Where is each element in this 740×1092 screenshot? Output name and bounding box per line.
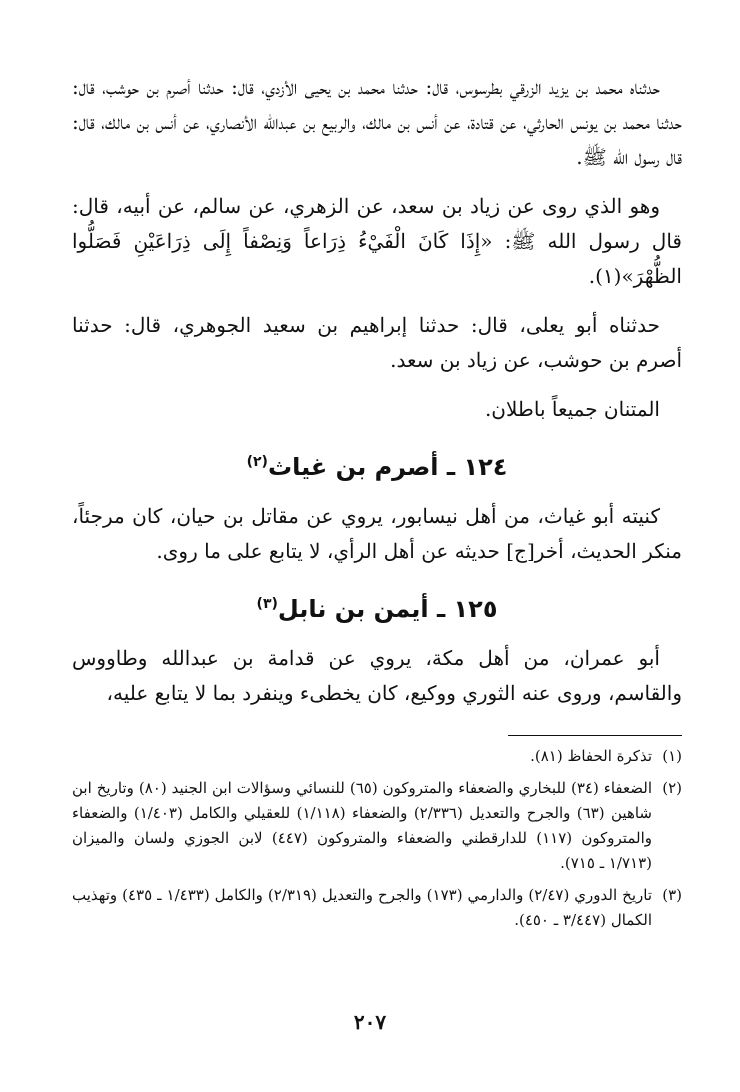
- page-content: [72, 70, 682, 940]
- entry-heading-124: [72, 449, 682, 485]
- paragraph-1: حدثناه محمد بن يزيد الزرقي بطرسوس، قال: حدثنا محمد بن يحيى الأزدي، قال: حدثنا أصرم بن حوشب، قال: حدثنا محمد بن يونس الحارثي، عن قتادة، عن أنس بن مالك، والربيع بن عبدالله الأنصاري، عن أنس بن مالك، قال: قال رسول الله ﷺ.: [72, 75, 682, 169]
- footnote-item: [72, 744, 682, 769]
- footnote-divider: [508, 735, 682, 736]
- page-number: ٢٠٧: [353, 1010, 387, 1034]
- footnote-text: تاريخ الدوري (٢/٤٧) والدارمي (١٧٣) والجرح والتعديل (٢/٣١٩) والكامل (١/٤٣٣ ـ ٤٣٥) وتهذيب الكمال (٣/٤٤٧ ـ ٤٥٠).: [72, 886, 652, 929]
- footnote-number: (١): [662, 747, 682, 765]
- entry-heading-125-title: ١٢٥ ـ أيمن بن نابل: [277, 595, 498, 623]
- paragraph-2: وهو الذي روى عن زياد بن سعد، عن الزهري، عن سالم، عن أبيه، قال: قال رسول الله ﷺ: «إِذَا كَانَ الْفَيْءُ ذِرَاعاً وَنِصْفاً إِلَى ذِرَاعَيْنِ فَصَلُّوا الظُّهْرَ»(١).: [72, 194, 682, 288]
- footnote-ref-3: (٣): [256, 596, 278, 612]
- footnote-number: (٢): [662, 779, 682, 797]
- footnote-item: [72, 883, 682, 933]
- footnote-number: (٣): [662, 886, 682, 904]
- paragraph-3: حدثناه أبو يعلى، قال: حدثنا إبراهيم بن سعيد الجوهري، قال: حدثنا أصرم بن حوشب، عن زياد بن سعد.: [72, 313, 682, 372]
- paragraph-5: كنيته أبو غياث، من أهل نيسابور، يروي عن مقاتل بن حيان، كان مرجئاً، منكر الحديث، أخر[ج] حديثه عن أهل الرأي، لا يتابع على ما روى.: [72, 504, 682, 563]
- footnote-text: تذكرة الحفاظ (٨١).: [530, 747, 652, 765]
- footnote-item: [72, 776, 682, 876]
- footnote-ref-2: (٢): [246, 454, 268, 470]
- paragraph-6: أبو عمران، من أهل مكة، يروي عن قدامة بن عبدالله وطاووس والقاسم، وروى عنه الثوري ووكيع، كان يخطىء وينفرد بما لا يتابع عليه،: [72, 646, 682, 705]
- footnote-text: الضعفاء (٣٤) للبخاري والضعفاء والمتروكون (٦٥) للنسائي وسؤالات ابن الجنيد (٨٠) وتاريخ ابن شاهين (٦٣) والجرح والتعديل (٢/٣٣٦) والضعفاء (١/١١٨) للعقيلي والكامل (١/٤٠٣) والضعفاء والمتروكون (١١٧) للدارقطني والضعفاء والمتروكون (٤٤٧) لابن الجوزي ولسان والميزان (١/٧١٣ ـ ٧١٥).: [72, 779, 652, 872]
- paragraph-4: المتنان جميعاً باطلان.: [484, 397, 660, 421]
- entry-heading-124-title: ١٢٤ ـ أصرم بن غياث: [267, 453, 508, 481]
- entry-heading-125: [72, 591, 682, 627]
